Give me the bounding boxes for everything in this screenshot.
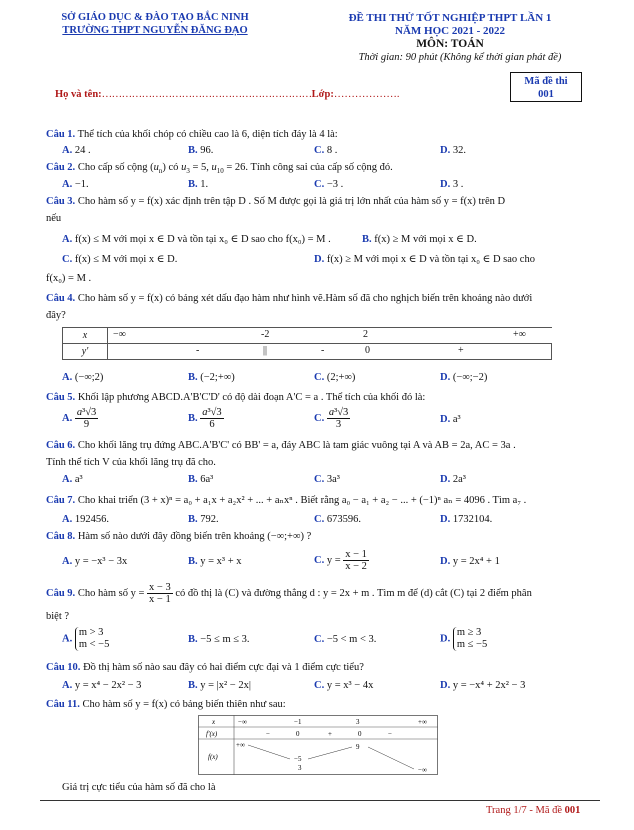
vt-arrow-1 — [248, 745, 290, 759]
question-5: Câu 5. Khối lập phương ABCD.A'B'C'D' có độ dài đoạn A'C = a . Thể tích của khối đó là: — [46, 392, 426, 403]
q7-option-b[interactable]: B. 792. — [188, 514, 219, 525]
footer-text: Trang 1/7 - Mã đề — [486, 805, 563, 816]
q8-option-c[interactable]: C. y = $\frac{x - 1}{x - 2}$ — [314, 549, 367, 572]
q9-option-a[interactable]: A. m > 3 m < −5 — [62, 627, 110, 650]
q9-option-c[interactable]: C. −5 < m < 3. — [314, 634, 377, 645]
q2-option-a[interactable]: A. −1. — [62, 179, 89, 190]
vt-fp-2: 0 — [296, 730, 300, 738]
vt-arrow-3 — [368, 747, 414, 769]
sign-table — [62, 327, 552, 360]
q3-option-d-cont: f(x₀) = M . — [46, 273, 92, 284]
q5-option-b[interactable]: B. $\frac{\text{a³√3}}{6}$ — [188, 407, 222, 430]
vt-x-pos-inf: +∞ — [418, 718, 427, 726]
q9-text-cont: biệt ? — [46, 611, 70, 622]
q1-option-b[interactable]: B. 96. — [188, 145, 214, 156]
vt-f-3: 3 — [298, 764, 302, 772]
q5-option-c[interactable]: C. $\frac{\text{a³√3}}{3}$ — [314, 407, 349, 430]
exam-time: Thời gian: 90 phút (Không kể thời gian phát đề) — [358, 52, 562, 63]
q2-option-c[interactable]: C. −3 . — [314, 179, 344, 190]
footer-code: 001 — [564, 805, 581, 816]
q7-option-c[interactable]: C. 673596. — [314, 514, 361, 525]
q1-option-c[interactable]: C. 8 . — [314, 145, 338, 156]
vt-fp-1: − — [266, 730, 270, 738]
q8-option-a[interactable]: A. y = −x³ − 3x — [62, 556, 128, 567]
sign-yp-label: y' — [81, 346, 89, 357]
candidate-line — [55, 89, 399, 100]
question-2: Câu 2. Cho cấp số cộng $(u_n)$ có $u_3 = 5$, $u_{10} = 26$. Tính công sai của cấp số cộng đó. — [46, 162, 393, 176]
question-1 — [46, 129, 338, 140]
q4-option-d[interactable]: D. (−∞;−2) — [440, 372, 488, 383]
vt-fp-5: − — [388, 730, 392, 738]
q5-option-a[interactable]: A. $\frac{\text{a³√3}}{9}$ — [62, 407, 97, 430]
sign-x-label: x — [82, 330, 88, 341]
q6-option-b[interactable]: B. 6a³ — [188, 474, 214, 485]
exam-title: ĐỀ THI THỬ TỐT NGHIỆP THPT LẦN 1 — [348, 12, 552, 24]
variation-table — [198, 715, 438, 775]
q6-option-c[interactable]: C. 3a³ — [314, 474, 340, 485]
q3-text-cont: nếu — [46, 213, 62, 224]
q1-option-a[interactable]: A. 24 . — [62, 145, 91, 156]
q6-option-d[interactable]: D. 2a³ — [440, 474, 466, 485]
vt-f-neg-inf: −∞ — [418, 766, 427, 774]
question-11: Câu 11. Cho hàm số y = f(x) có bảng biến thiên như sau: — [46, 699, 286, 710]
q10-option-a[interactable]: A. y = x⁴ − 2x² − 3 — [62, 680, 142, 691]
page-footer — [486, 805, 580, 816]
q1-option-d[interactable]: D. 32. — [440, 145, 466, 156]
vt-fp-3: + — [328, 730, 332, 738]
q2-option-b[interactable]: B. 1. — [188, 179, 209, 190]
question-3: Câu 3. Cho hàm số y = f(x) xác định trên tập D . Số M được gọi là giá trị lớn nhất của hàm số y = f(x) trên D — [46, 196, 506, 207]
q7-option-d[interactable]: D. 1732104. — [440, 514, 493, 525]
q9-option-b[interactable]: B. −5 ≤ m ≤ 3. — [188, 634, 250, 645]
question-6: Câu 6. Cho khối lăng trụ đứng ABC.A'B'C' có BB' = a, đáy ABC là tam giác vuông tại A và AB = 2a, AC = 3a . — [46, 440, 516, 451]
q6-text-cont: Tính thể tích V của khối lăng trụ đã cho. — [46, 457, 216, 468]
subject: MÔN: TOÁN — [416, 38, 484, 50]
q8-option-d[interactable]: D. y = 2x⁴ + 1 — [440, 556, 500, 567]
q1-label: Câu 1. — [46, 129, 76, 140]
question-9: Câu 9. Cho hàm số y = $\frac{x - 3}{x - 1}$ có đồ thị là (C) và đường thẳng d : y = 2x + m . Tìm m để (d) cắt (C) tại 2 điểm phân — [46, 582, 532, 605]
sign-4: 0 — [365, 344, 370, 356]
q3-option-b[interactable]: B. f(x) ≥ M với mọi x ∈ D. — [362, 234, 477, 245]
vt-f-m5: −5 — [294, 755, 302, 763]
name-label: Họ và tên: — [55, 89, 102, 100]
vt-x-neg-inf: −∞ — [238, 718, 247, 726]
exam-code-box — [510, 72, 582, 102]
sign-x-m2: -2 — [261, 328, 270, 340]
q10-option-b[interactable]: B. y = |x² − 2x| — [188, 680, 251, 691]
q10-option-d[interactable]: D. y = −x⁴ + 2x² − 3 — [440, 680, 526, 691]
question-10: Câu 10. Đồ thị hàm số nào sau đây có hai điểm cực đại và 1 điểm cực tiểu? — [46, 662, 364, 673]
q8-option-b[interactable]: B. y = x³ + x — [188, 556, 242, 567]
vt-x-label: x — [212, 718, 216, 726]
q4-option-c[interactable]: C. (2;+∞) — [314, 372, 356, 383]
sign-x-pos-inf: +∞ — [513, 328, 526, 340]
name-field[interactable]: ……………………………………………………… — [101, 89, 312, 100]
q9-option-d[interactable]: D. m ≥ 3 m ≤ −5 — [440, 627, 488, 650]
sign-x-neg-inf: −∞ — [113, 328, 126, 340]
vt-f-pos-inf: +∞ — [236, 741, 245, 749]
class-field[interactable]: ………………. — [333, 89, 400, 100]
q2-option-d[interactable]: D. 3 . — [440, 179, 464, 190]
vt-f-9: 9 — [356, 743, 360, 751]
q7-option-a[interactable]: A. 192456. — [62, 514, 109, 525]
question-8: Câu 8. Hàm số nào dưới đây đồng biến trên khoảng (−∞;+∞) ? — [46, 531, 312, 542]
class-label: Lớp: — [311, 89, 334, 100]
sign-5: + — [458, 344, 464, 356]
exam-code-label: Mã đề thi — [524, 76, 568, 87]
vt-x-m1: −1 — [294, 718, 302, 726]
q4-option-b[interactable]: B. (−2;+∞) — [188, 372, 235, 383]
q5-option-d[interactable]: D. a³ — [440, 414, 461, 425]
q4-option-a[interactable]: A. (−∞;2) — [62, 372, 104, 383]
sign-1: - — [196, 344, 200, 356]
question-4: Câu 4. Cho hàm số y = f(x) có bảng xét dấu đạo hàm như hình vẽ.Hàm số đã cho nghịch biến trên khoảng nào dưới — [46, 293, 533, 304]
vt-fp-4: 0 — [358, 730, 362, 738]
school-year: NĂM HỌC 2021 - 2022 — [395, 25, 505, 37]
footer-rule — [40, 800, 600, 801]
vt-fp-label: f'(x) — [206, 730, 218, 738]
q1-text: Thể tích của khối chóp có chiều cao là 6, diện tích đáy là 4 là: — [77, 129, 338, 140]
question-7: Câu 7. Cho khai triển (3 + x)ⁿ = a₀ + a₁x + a₂x² + ... + aₙxⁿ . Biết rằng a₀ − a₁ + a₂ − ... + (−1)ⁿ aₙ = 4096 . Tìm a₇ . — [46, 495, 527, 506]
sign-2: || — [263, 344, 268, 356]
vt-arrow-2 — [308, 747, 352, 759]
school-name: TRƯỜNG THPT NGUYỄN ĐĂNG ĐẠO — [62, 25, 248, 36]
sign-3: - — [321, 344, 325, 356]
exam-code: 001 — [538, 89, 554, 100]
vt-x-3: 3 — [356, 718, 360, 726]
q10-option-c[interactable]: C. y = x³ − 4x — [314, 680, 374, 691]
sign-x-2: 2 — [363, 328, 368, 340]
q3-option-a[interactable]: A. f(x) ≤ M với mọi x ∈ D và tồn tại x₀ ∈ D sao cho f(x₀) = M . — [62, 234, 331, 245]
q11-question: Giá trị cực tiểu của hàm số đã cho là — [62, 782, 216, 793]
q4-text-cont: đây? — [46, 310, 66, 321]
q6-option-a[interactable]: A. a³ — [62, 474, 83, 485]
q3-option-d[interactable]: D. f(x) ≥ M với mọi x ∈ D và tồn tại x₀ ∈ D sao cho — [314, 254, 535, 265]
vt-f-label: f(x) — [208, 753, 218, 761]
q3-option-c[interactable]: C. f(x) ≤ M với mọi x ∈ D. — [62, 254, 178, 265]
school-dept: SỞ GIÁO DỤC & ĐÀO TẠO BẮC NINH — [61, 12, 249, 23]
